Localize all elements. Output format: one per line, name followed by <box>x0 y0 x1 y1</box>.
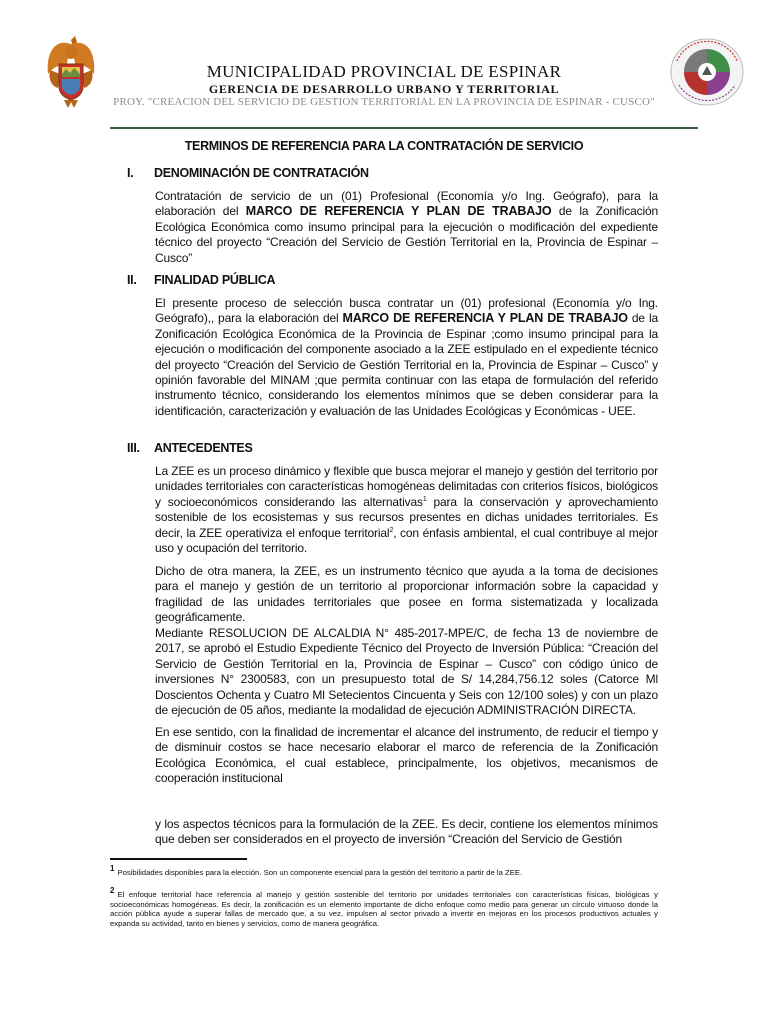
footnote-text: Posibilidades disponibles para la elección. Son un componente esencial para la gestión del territorio a partir de la ZEE. <box>117 868 523 877</box>
section-3-paragraph-4: En ese sentido, con la finalidad de incrementar el alcance del instrumento, de reducir el tiempo y de disminuir costos se hace necesario elaborar el marco de referencia de la Zonificación Ecológica Económica, el cual establece, principalmente, los objetivos, mecanismos de cooperación institucional <box>155 725 658 786</box>
footnote-ref-1[interactable]: 1 <box>422 495 427 503</box>
section-3-paragraph-1 <box>155 464 658 556</box>
section-number: II. <box>127 273 137 287</box>
footnote-divider <box>110 858 247 860</box>
text-run: La ZEE es un proceso dinámico y flexible que busca mejorar el manejo y gestión del territorio por unidades territoriales con características homogéneas delimitadas con criterios físicos, biológicos y socioeconómicos considerando las alternativas <box>155 464 658 509</box>
project-seal-icon <box>669 37 745 107</box>
header-subtitle: GERENCIA DE DESARROLLO URBANO Y TERRITORIAL <box>208 82 560 96</box>
section-title: DENOMINACIÓN DE CONTRATACIÓN <box>154 166 369 180</box>
bold-text-run: MARCO DE REFERENCIA Y PLAN DE TRABAJO <box>342 311 628 326</box>
footnote-2 <box>110 886 658 928</box>
section-heading-3 <box>127 441 527 457</box>
section-number: III. <box>127 441 140 455</box>
footnote-mark: 1 <box>110 864 115 874</box>
text-run: , con énfasis ambiental, el cual contribuye al mejor uso y ocupación del territorio. <box>155 525 658 556</box>
header-divider <box>110 127 698 129</box>
text-run: para la conservación y aprovechamiento sostenible de los ecosistemas y sus recursos presentes en dichas unidades territoriales. Es decir, la ZEE operativiza el enfoque territorial <box>155 494 658 540</box>
footnote-ref-2[interactable]: 2 <box>389 526 394 534</box>
text-run: de la Zonificación Ecológica Económica como insumo principal para la ejecución o modificación del expediente técnico del proyecto “Creación del Servicio de Gestión Territorial en la, Provincia de Espinar – Cusco” <box>155 204 659 265</box>
text-run: Contratación de servicio de un (01) Profesional (Economía y/o Ing. Geógrafo), para la elaboración del <box>155 189 658 219</box>
section-number: I. <box>127 166 134 180</box>
text-run: de la Zonificación Ecológica Económica de la Provincia de Espinar ;como insumo principal para la ejecución o modificación del componente asociado a la ZEE estipulado en el expediente técnico del proyecto “Creación del Servicio de Gestión Territorial en la, Provincia de Espinar – Cusco” y opinión favorable del MINAM ;que permita continuar con las etapa de formulación del referido instrumento técnico, considerando los elementos mínimos que se deben considerar para la identificación, caracterización y evaluación de las Unidades Ecológicas y Económicas - UEE. <box>155 311 658 418</box>
section-1-paragraph <box>155 189 658 266</box>
footnote-text: El enfoque territorial hace referencia al manejo y gestión sostenible del territorio por unidades territoriales con características físicas, biológicas y socioeconómicas homogéneas. Es decir, la zonificación es un elemento importante de dicho enfoque como medio para generar un círculo virtuoso donde la acción pública ayude a superar fallas de mercado que, a su vez, impulsen al sector privado a invertir en mejoras en los procesos productivos actuales y expanda su actividad, tanto en bienes y servicios, como de manera geográfica. <box>110 890 658 928</box>
section-heading-1 <box>127 166 527 182</box>
section-heading-2 <box>127 273 527 289</box>
header-project: PROY. "CREACION DEL SERVICIO DE GESTION TERRITORIAL EN LA PROVINCIA DE ESPINAR - CUSCO" <box>113 96 655 108</box>
section-3-paragraph-5: y los aspectos técnicos para la formulación de la ZEE. Es decir, contiene los elementos mínimos que deben ser considerados en el proyecto de inversión “Creación del Servicio de Gestión <box>155 817 658 847</box>
section-title: FINALIDAD PÚBLICA <box>154 273 276 287</box>
footnote-1 <box>110 864 658 878</box>
bold-text-run: MARCO DE REFERENCIA Y PLAN DE TRABAJO <box>245 204 552 219</box>
footnote-mark: 2 <box>110 886 115 896</box>
text-run: El presente proceso de selección busca contratar un (01) profesional (Economía y/o Ing. Geógrafo),, para la elaboración del <box>155 296 658 326</box>
section-3-paragraph-2: Dicho de otra manera, la ZEE, es un instrumento técnico que ayuda a la toma de decisiones para el manejo y gestión de un territorio al proporcionar información sobre la capacidad y fragilidad de las unidades territoriales que posee en forma sistematizada y localizada geográficamente. <box>155 564 658 625</box>
section-3-paragraph-3: Mediante RESOLUCION DE ALCALDIA N° 485-2017-MPE/C, de fecha 13 de noviembre de 2017, se aprobó el Estudio Expediente Técnico del Proyecto de Inversión Pública: “Creación del Servicio de Gestión Territorial en la, Provincia de Espinar – Cusco” con código único de inversiones N° 2300583, con un presupuesto total de S/ 14,284,756.12 soles (Catorce Ml Doscientos Ochenta y Cuatro Ml Setecientos Cincuenta y Seis con 12/100 soles) y con un plazo de ejecución de 05 años, mediante la modalidad de ejecución ADMINISTRACIÓN DIRECTA. <box>155 626 658 718</box>
document-title: TERMINOS DE REFERENCIA PARA LA CONTRATACIÓN DE SERVICIO <box>184 139 584 153</box>
section-2-paragraph <box>155 296 658 419</box>
header-title: MUNICIPALIDAD PROVINCIAL DE ESPINAR <box>206 62 562 81</box>
section-title: ANTECEDENTES <box>154 441 253 455</box>
